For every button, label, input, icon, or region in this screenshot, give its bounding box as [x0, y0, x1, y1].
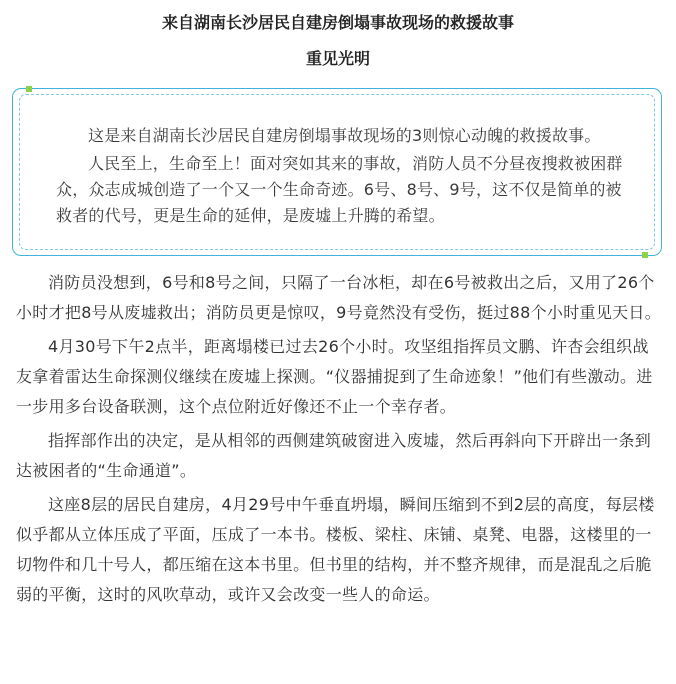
- article-title: 来自湖南长沙居民自建房倒塌事故现场的救援故事: [161, 13, 514, 32]
- summary-dashed-frame: [19, 94, 655, 250]
- article-subtitle: 重见光明: [305, 49, 370, 68]
- corner-decoration-bottom-right: [642, 252, 648, 258]
- body-paragraph-2: 4月30号下午2点半，距离塌楼已过去26个小时。攻坚组指挥员文鹏、许杏会组织战友拿着雷达生命探测仪继续在废墟上探测。“仪器捕捉到了生命迹象！”他们有些激动。进一步用多台设备联测，这个点位附近好像还不止一个幸存者。: [16, 337, 653, 416]
- body-paragraph-1: 消防员没想到，6号和8号之间，只隔了一台冰柜，却在6号被救出之后，又用了26个小时才把8号从废墟救出；消防员更是惊叹，9号竟然没有受伤，挺过88个小时重见天日。: [16, 273, 662, 322]
- body-paragraph-3: 指挥部作出的决定，是从相邻的西侧建筑破窗进入废墟，然后再斜向下开辟出一条到达被困者的“生命通道”。: [16, 431, 652, 480]
- body-paragraph-4: 这座8层的居民自建房，4月29号中午垂直坍塌，瞬间压缩到不到2层的高度，每层楼似乎都从立体压成了平面，压成了一本书。楼板、梁柱、床铺、桌凳、电器，这楼里的一切物件和几十号人，都压缩在这本书里。但书里的结构，并不整齐规律，而是混乱之后脆弱的平衡，这时的风吹草动，或许又会改变一些人的命运。: [16, 495, 655, 604]
- summary-intro: 这是来自湖南长沙居民自建房倒塌事故现场的3则惊心动魄的救援故事。: [88, 126, 601, 145]
- summary-paragraph: 人民至上，生命至上！面对突如其来的事故，消防人员不分昼夜搜救被困群众，众志成城创造了一个又一个生命奇迹。6号、8号、9号，这不仅是简单的被救者的代号，更是生命的延伸，是废墟上升腾的希望。: [56, 154, 623, 225]
- corner-decoration-top-left: [26, 86, 32, 92]
- summary-box: [12, 88, 662, 256]
- article-body: [16, 268, 664, 614]
